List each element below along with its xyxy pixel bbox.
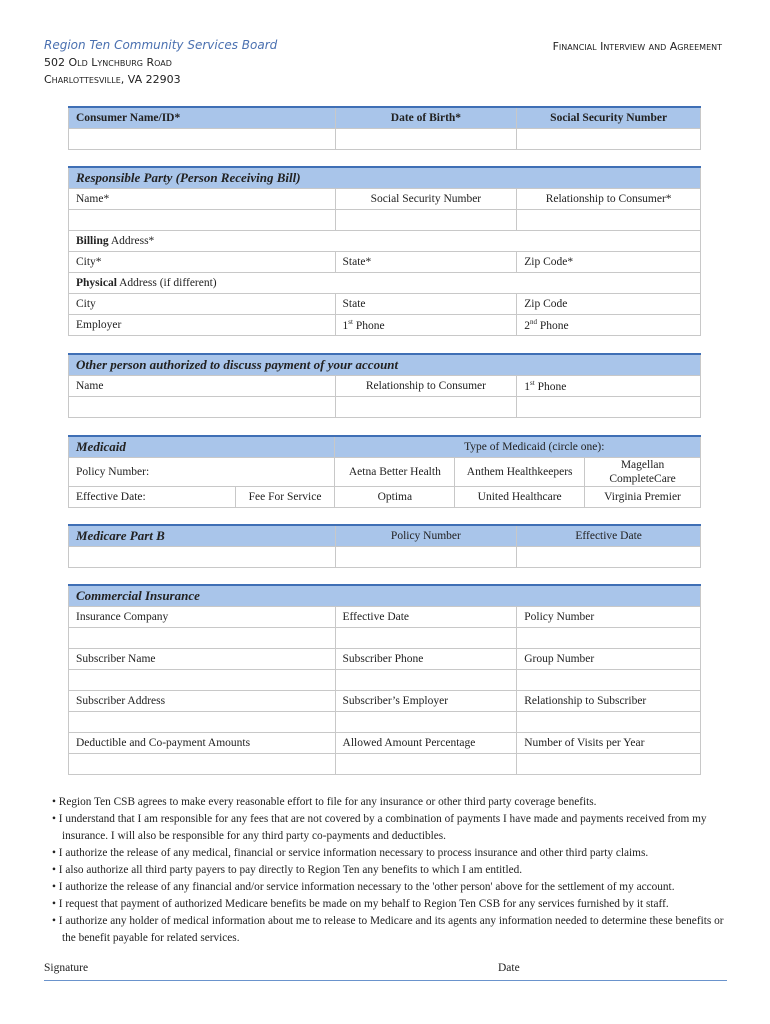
physical-state-label: State <box>335 293 517 314</box>
consumer-ssn-label: Social Security Number <box>517 107 701 128</box>
rp-name-label: Name* <box>69 188 336 209</box>
other-person-table <box>68 353 701 418</box>
medicare-policy-label: Policy Number <box>335 525 517 546</box>
medicaid-effective-label[interactable]: Effective Date: <box>69 486 236 507</box>
physical-address-label: Physical Address (if different) <box>69 272 701 293</box>
phone2-label: 2nd Phone <box>517 314 701 335</box>
commercial-field[interactable] <box>335 669 517 690</box>
commercial-label: Number of Visits per Year <box>517 732 701 753</box>
commercial-field[interactable] <box>517 627 701 648</box>
consumer-table <box>68 106 701 150</box>
address-line-1: 502 Old Lynchburg Road <box>44 56 172 69</box>
address-line-2: Charlottesville, VA 22903 <box>44 73 181 86</box>
rp-name-field[interactable] <box>69 209 336 230</box>
medicare-title: Medicare Part B <box>69 525 336 546</box>
responsible-party-title: Responsible Party (Person Receiving Bill) <box>69 167 701 188</box>
commercial-label: Group Number <box>517 648 701 669</box>
commercial-field[interactable] <box>335 753 517 774</box>
medicaid-policy-label[interactable]: Policy Number: <box>69 457 335 486</box>
signature-line[interactable] <box>44 980 727 981</box>
consumer-name-label: Consumer Name/ID* <box>69 107 336 128</box>
rp-ssn-label: Social Security Number <box>335 188 517 209</box>
physical-zip-label: Zip Code <box>517 293 701 314</box>
medicaid-option-aetna[interactable]: Aetna Better Health <box>335 457 455 486</box>
commercial-label: Subscriber Address <box>69 690 336 711</box>
commercial-field[interactable] <box>517 669 701 690</box>
commercial-label: Subscriber Name <box>69 648 336 669</box>
commercial-label: Allowed Amount Percentage <box>335 732 517 753</box>
consumer-ssn-field[interactable] <box>517 128 701 149</box>
billing-zip-label: Zip Code* <box>517 251 701 272</box>
medicaid-title: Medicaid <box>69 436 335 457</box>
agreement-list <box>44 794 734 947</box>
commercial-field[interactable] <box>517 711 701 732</box>
rp-ssn-field[interactable] <box>335 209 517 230</box>
phone1-label: 1st Phone <box>335 314 517 335</box>
commercial-label: Relationship to Subscriber <box>517 690 701 711</box>
commercial-label: Insurance Company <box>69 606 336 627</box>
org-name: Region Ten Community Services Board <box>44 38 278 52</box>
medicare-effective-field[interactable] <box>517 546 701 567</box>
commercial-label: Subscriber Phone <box>335 648 517 669</box>
agreement-item: • I also authorize all third party payers to pay directly to Region Ten any benefits to which I am entitled. <box>52 864 523 876</box>
op-name-field[interactable] <box>69 396 336 417</box>
commercial-table <box>68 584 701 775</box>
dob-label: Date of Birth* <box>335 107 517 128</box>
signature-label: Signature <box>44 962 89 974</box>
date-label: Date <box>498 962 520 974</box>
op-phone-field[interactable] <box>517 396 701 417</box>
commercial-field[interactable] <box>69 627 336 648</box>
consumer-name-field[interactable] <box>69 128 336 149</box>
medicaid-table <box>68 435 701 508</box>
medicare-effective-label: Effective Date <box>517 525 701 546</box>
commercial-field[interactable] <box>335 627 517 648</box>
medicaid-option-ffs[interactable]: Fee For Service <box>235 486 335 507</box>
medicaid-option-optima[interactable]: Optima <box>335 486 455 507</box>
agreement-item: • I authorize the release of any financial and/or service information necessary to the 'other person' above for the settlement of my account. <box>52 881 675 893</box>
commercial-field[interactable] <box>69 753 336 774</box>
op-relationship-field[interactable] <box>335 396 517 417</box>
agreement-item: • I request that payment of authorized Medicare benefits be made on my behalf to Region Ten CSB for any services furnished by it staff. <box>52 898 669 910</box>
rp-relationship-field[interactable] <box>517 209 701 230</box>
op-relationship-label: Relationship to Consumer <box>335 375 517 396</box>
dob-field[interactable] <box>335 128 517 149</box>
billing-state-label: State* <box>335 251 517 272</box>
medicare-field[interactable] <box>69 546 336 567</box>
responsible-party-table <box>68 166 701 336</box>
commercial-field[interactable] <box>69 711 336 732</box>
billing-address-label: Billing Address* <box>69 230 701 251</box>
commercial-label: Effective Date <box>335 606 517 627</box>
commercial-title: Commercial Insurance <box>69 585 701 606</box>
commercial-field[interactable] <box>517 753 701 774</box>
rp-relationship-label: Relationship to Consumer* <box>517 188 701 209</box>
medicaid-option-magellan[interactable]: Magellan CompleteCare <box>585 457 701 486</box>
commercial-field[interactable] <box>69 669 336 690</box>
agreement-item: • Region Ten CSB agrees to make every reasonable effort to file for any insurance or other third party coverage benefits. <box>52 796 597 808</box>
medicare-policy-field[interactable] <box>335 546 517 567</box>
op-name-label: Name <box>69 375 336 396</box>
agreement-item: • I authorize any holder of medical information about me to release to Medicare and its agents any information needed to determine these benefits or the benefit payable for related services. <box>52 915 724 944</box>
agreement-item: • I understand that I am responsible for any fees that are not covered by a combination of payments I have made and payments received from my insurance. I will also be responsible for any third party co-payments and deductibles. <box>52 813 707 842</box>
billing-city-label: City* <box>69 251 336 272</box>
medicaid-option-virginia[interactable]: Virginia Premier <box>585 486 701 507</box>
op-phone-label: 1st Phone <box>517 375 701 396</box>
commercial-field[interactable] <box>335 711 517 732</box>
medicaid-type-label: Type of Medicaid (circle one): <box>335 436 701 457</box>
medicare-table <box>68 524 701 568</box>
physical-city-label: City <box>69 293 336 314</box>
commercial-label: Deductible and Co-payment Amounts <box>69 732 336 753</box>
employer-label: Employer <box>69 314 336 335</box>
commercial-label: Policy Number <box>517 606 701 627</box>
agreement-item: • I authorize the release of any medical, financial or service information necessary to process insurance and other third party claims. <box>52 847 649 859</box>
other-person-title: Other person authorized to discuss payment of your account <box>69 354 701 375</box>
medicaid-option-anthem[interactable]: Anthem Healthkeepers <box>455 457 585 486</box>
medicaid-option-united[interactable]: United Healthcare <box>455 486 585 507</box>
commercial-label: Subscriber’s Employer <box>335 690 517 711</box>
form-title: Financial Interview and Agreement <box>552 40 722 53</box>
